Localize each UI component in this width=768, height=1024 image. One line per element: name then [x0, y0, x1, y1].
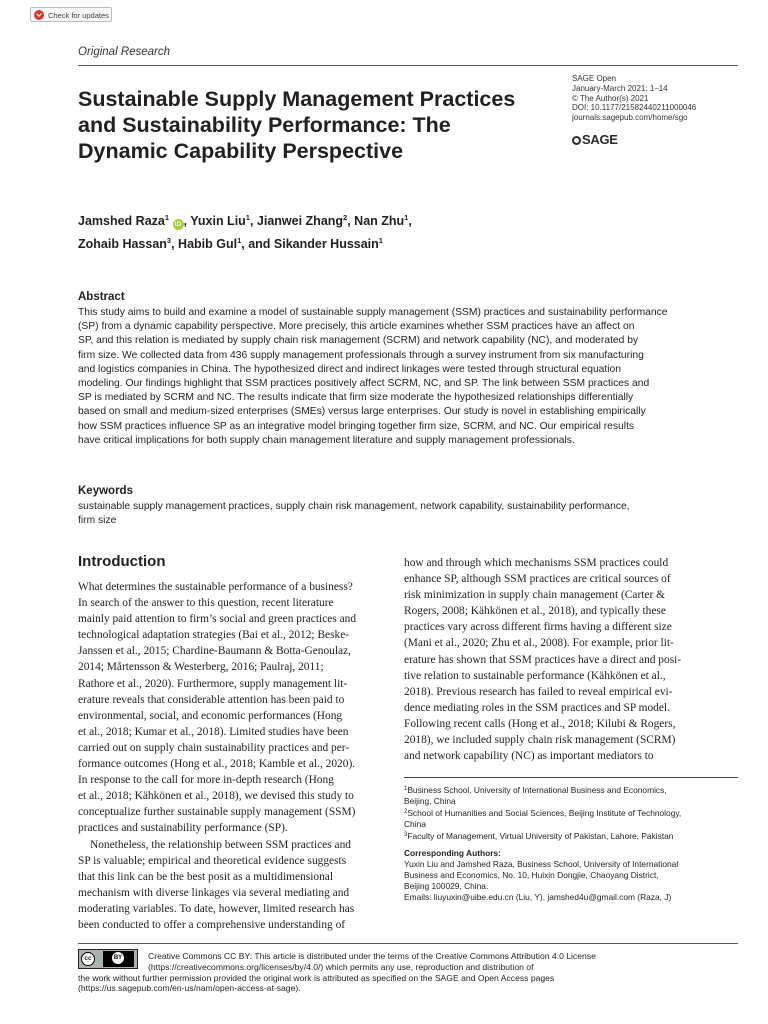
publisher-logo	[572, 132, 618, 147]
sage-logo-icon	[572, 136, 581, 145]
copyright: © The Author(s) 2021	[572, 93, 649, 103]
corresponding-authors-heading: Corresponding Authors:	[404, 848, 501, 858]
affiliation-ref: 1	[245, 213, 250, 222]
affiliation-line: China	[404, 819, 426, 829]
check-updates-label: Check for updates	[48, 11, 109, 20]
check-updates-icon	[34, 10, 44, 20]
affiliation-ref: 2	[343, 213, 348, 222]
affiliation-ref: 3	[166, 236, 172, 245]
body-line: Following recent calls (Hong et al., 2018; Kilubi & Rogers,	[404, 717, 676, 730]
affiliation-line	[404, 807, 681, 819]
body-column-right	[404, 555, 681, 764]
keywords-text	[78, 500, 630, 528]
footnote-divider	[404, 777, 738, 778]
publisher-name: SAGE	[582, 132, 618, 147]
body-line: erature has shown that SSM practices have a direct and posi-	[404, 653, 682, 666]
title-line: and Sustainability Performance: The	[78, 113, 451, 137]
body-column-left	[78, 579, 356, 933]
affiliation-number: 1	[404, 786, 408, 792]
affiliation-number: 3	[404, 832, 408, 838]
journal-metadata	[572, 74, 696, 123]
author-line	[78, 208, 412, 231]
abstract-line: how SSM practices influence SP as an integrative model bringing together firm size, SCRM, and NC. Our empirical results	[78, 420, 635, 432]
doi-link[interactable]: DOI: 10.1177/21582440211000046	[572, 103, 697, 113]
license-link-line[interactable]: (https://creativecommons.org/licenses/by/4.0/) which permits any use, reproduction and distribution of	[148, 961, 534, 972]
affiliation-number: 2	[404, 809, 408, 815]
body-line: erature reveals that considerable attention has been paid to	[78, 693, 345, 706]
body-line: been conducted to offer a comprehensive understanding of	[78, 918, 346, 931]
body-line: enhance SP, although SSM practices are critical sources of	[404, 573, 671, 586]
body-line: how and through which mechanisms SSM practices could	[404, 557, 669, 569]
body-line: Janssen et al., 2015; Chardine-Baumann & Botta-Genoulaz,	[78, 645, 351, 658]
body-line: environmental, social, and economic performances (Hong	[78, 709, 343, 722]
body-line: Rathore et al., 2020). Furthermore, supply management lit-	[78, 677, 348, 690]
author-name[interactable]: , Yuxin Liu	[183, 214, 246, 228]
title-line: Sustainable Supply Management Practices	[78, 87, 516, 111]
check-for-updates-button[interactable]	[30, 7, 112, 22]
body-line: et al., 2018; Kähkönen et al., 2018), we devised this study to	[78, 790, 354, 803]
body-line: Rogers, 2008; Kähkönen et al., 2018), and typically these	[404, 605, 666, 618]
corresponding-line: Yuxin Liu and Jamshed Raza, Business School, University of International	[404, 859, 679, 869]
body-line: that this link can be the best posit as a multidimensional	[78, 870, 333, 883]
corresponding-line: Business and Economics, No. 10, Huixin Dongjie, Chaoyang District,	[404, 870, 659, 880]
abstract-line: This study aims to build and examine a model of sustainable supply management (SSM) practices and sustainability performance	[78, 307, 668, 318]
body-line: (Mani et al., 2020; Zhu et al., 2008). For example, prior lit-	[404, 637, 674, 650]
license-link-line[interactable]: (https://us.sagepub.com/en-us/nam/open-access-at-sage).	[78, 983, 301, 994]
license-line: Creative Commons CC BY: This article is distributed under the terms of the Creative Commons Attribution 4.0 License	[148, 951, 596, 961]
body-line: risk minimization in supply chain management (Carter &	[404, 589, 665, 602]
orcid-icon[interactable]: iD	[173, 219, 184, 230]
body-line: 2018), we included supply chain risk management (SCRM)	[404, 734, 676, 747]
title-line: Dynamic Capability Perspective	[78, 139, 404, 163]
corresponding-emails[interactable]: Emails: liuyuxin@uibe.edu.cn (Liu, Y), jamshed4u@gmail.com (Raza, J)	[404, 892, 672, 902]
license-text	[78, 951, 596, 994]
affiliation-ref: 1	[404, 213, 409, 222]
body-line: SP is valuable; empirical and theoretical evidence suggests	[78, 854, 347, 867]
abstract-line: (SP) from a dynamic capability perspective. More precisely, this article examines whether SSM practices have an affect on	[78, 321, 635, 333]
author-list	[78, 208, 412, 254]
author-separator: ,	[408, 214, 412, 228]
author-name[interactable]: , and Sikander Hussain	[241, 237, 379, 251]
body-line: carried out on supply chain sustainability practices and per-	[78, 741, 350, 754]
body-line: Nonetheless, the relationship between SSM practices and	[90, 838, 351, 851]
corresponding-line: Beijing 100029, China.	[404, 881, 489, 891]
affiliation-ref: 1	[164, 213, 170, 222]
body-line: et al., 2018; Kumar et al., 2018). Limited studies have been	[78, 725, 349, 738]
body-line: In search of the answer to this question, recent literature	[78, 597, 334, 610]
author-name[interactable]: Zohaib Hassan	[78, 237, 167, 251]
abstract-line: firm size. We collected data from 436 supply management professionals through a survey instrument from six manufacturing	[78, 349, 644, 361]
abstract-line: and logistics companies in China. The hypothesized direct and indirect linkages were tested through structural equation	[78, 363, 621, 375]
article-title	[78, 86, 538, 164]
keywords-line: firm size	[78, 515, 117, 527]
author-line	[78, 231, 412, 254]
creative-commons-icon: cc	[81, 952, 95, 966]
body-line: formance outcomes (Hong et al., 2018; Kamble et al., 2020).	[78, 758, 356, 771]
body-line: 2018). Previous research has failed to reveal empirical evi-	[404, 685, 673, 698]
affiliation-line: Beijing, China	[404, 796, 456, 806]
body-line: conceptualize further sustainable supply management (SSM)	[78, 806, 356, 819]
body-line: moderating variables. To date, however, limited research has	[78, 902, 355, 915]
affiliation-text: Business School, University of International Business and Economics,	[407, 785, 667, 795]
affiliation-text: School of Humanities and Social Sciences, Beijing Institute of Technology,	[407, 808, 682, 818]
body-line: practices and sustainability performance (SP).	[78, 822, 288, 835]
author-name[interactable]: , Nan Zhu	[347, 214, 405, 228]
body-line: dence mediating roles in the SSM practices and SP model.	[404, 701, 670, 714]
author-name[interactable]: , Jianwei Zhang	[249, 214, 344, 228]
abstract-heading: Abstract	[78, 291, 125, 303]
affiliation-line	[404, 830, 681, 842]
body-line: technological adaptation strategies (Bai et al., 2012; Beske-	[78, 629, 350, 642]
body-line: and network capability (NC) as important mediators to	[404, 750, 654, 763]
journal-issue: January-March 2021: 1–14	[572, 83, 668, 93]
journal-url-link[interactable]: journals.sagepub.com/home/sgo	[572, 113, 688, 123]
journal-name: SAGE Open	[572, 74, 617, 83]
author-name[interactable]: Jamshed Raza	[78, 214, 165, 228]
keywords-line: sustainable supply management practices, supply chain risk management, network capability, sustainability performance,	[78, 501, 630, 512]
article-type: Original Research	[78, 46, 171, 58]
affiliation-ref: 1	[378, 236, 383, 245]
body-line: What determines the sustainable performance of a business?	[78, 581, 353, 593]
keywords-heading: Keywords	[78, 485, 133, 497]
license-line: the work without further permission provided the original work is attributed as specified on the SAGE and Open Access pages	[78, 972, 555, 983]
attribution-icon: BY	[112, 952, 124, 964]
footnotes	[404, 784, 681, 903]
body-line: practices vary across different firms having a different size	[404, 621, 672, 634]
abstract-line: modeling. Our findings highlight that SSM practices positively affect SCRM, NC, and SP. The link between SSM practices and	[78, 378, 650, 390]
abstract-line: SP, and this relation is mediated by supply chain risk management (SCRM) and network capability (NC), and moderated by	[78, 335, 639, 347]
body-line: In response to the call for more in-depth research (Hong	[78, 774, 334, 787]
body-line: mechanism with diverse linkages via several mediating and	[78, 886, 350, 899]
abstract-line: based on small and medium-sized enterprises (SMEs) versus large enterprises. Our study is novel in establishing empirically	[78, 406, 646, 418]
abstract-line: have critical implications for both supply chain management literature and supply management professionals.	[78, 434, 575, 446]
author-name[interactable]: , Habib Gul	[171, 237, 238, 251]
license-divider	[78, 943, 738, 944]
abstract-line: SP is mediated by SCRM and NC. The results indicate that firm size moderate the hypothesized relationships differentially	[78, 392, 634, 404]
body-line: 2014; Mårtensson & Westerberg, 2016; Paulraj, 2011;	[78, 661, 324, 674]
affiliation-line	[404, 784, 681, 796]
body-line: tive relation to sustainable performance (Kähkönen et al.,	[404, 669, 666, 682]
affiliation-ref: 1	[237, 236, 242, 245]
introduction-heading: Introduction	[78, 553, 166, 570]
affiliation-text: Faculty of Management, Virtual University of Pakistan, Lahore, Pakistan	[407, 831, 674, 841]
body-line: mainly paid attention to firm’s social and green practices and	[78, 613, 357, 626]
abstract-text	[78, 306, 710, 448]
header-divider	[78, 65, 738, 66]
